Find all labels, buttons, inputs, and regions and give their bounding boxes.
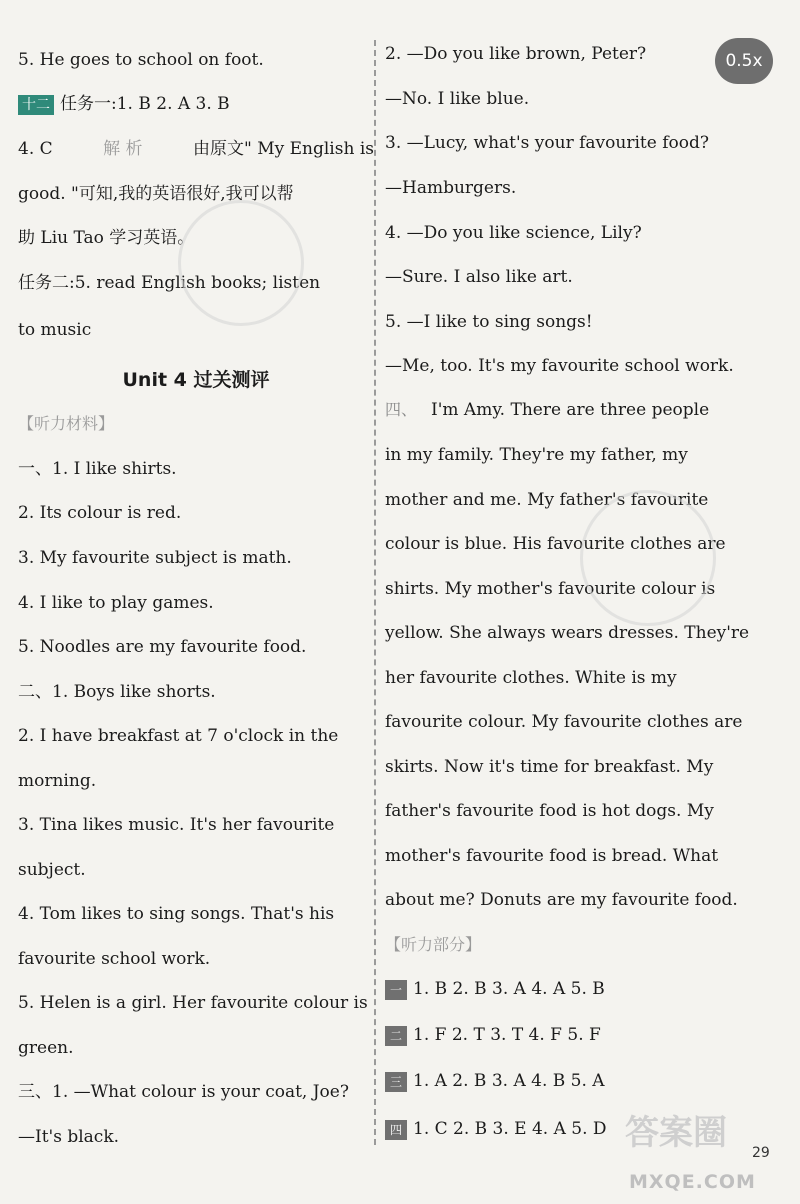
section-badge: 四: [385, 1120, 407, 1140]
column-divider: [374, 40, 376, 1145]
dialogue-line: 3. —Lucy, what's your favourite food?: [385, 133, 709, 153]
explanation-line: good. "可知,我的英语很好,我可以帮: [18, 184, 294, 204]
section-badge: 十二: [18, 95, 54, 115]
passage-line: mother and me. My father's favourite: [385, 490, 709, 510]
transcript-line: 2. I have breakfast at 7 o'clock in the: [18, 726, 339, 746]
task-one-line: [18, 92, 230, 116]
transcript-line: 5. Helen is a girl. Her favourite colour is: [18, 993, 368, 1013]
passage-line: shirts. My mother's favourite colour is: [385, 579, 716, 599]
task-one-text: 任务一:1. B 2. A 3. B: [60, 94, 230, 114]
answer-line: 5. He goes to school on foot.: [18, 50, 264, 70]
transcript-line: 3. Tina likes music. It's her favourite: [18, 815, 335, 835]
passage-line: [385, 398, 709, 422]
transcript-line: —It's black.: [18, 1127, 120, 1147]
passage-line: in my family. They're my father, my: [385, 445, 688, 465]
analysis-label: 解 析: [103, 139, 143, 159]
passage-text: I'm Amy. There are three people: [431, 400, 710, 420]
explanation-text: 由原文" My English is: [192, 139, 374, 159]
passage-line: father's favourite food is hot dogs. My: [385, 801, 714, 821]
answer-key-text: 1. A 2. B 3. A 4. B 5. A: [413, 1071, 605, 1091]
explanation-line: [18, 137, 374, 161]
transcript-line: 4. I like to play games.: [18, 593, 214, 613]
stamp-watermark-icon: [580, 490, 716, 626]
transcript-line: green.: [18, 1038, 74, 1058]
transcript-line: 2. Its colour is red.: [18, 503, 182, 523]
watermark-logo: 答案圈: [625, 1113, 727, 1153]
passage-line: mother's favourite food is bread. What: [385, 846, 719, 866]
passage-line: her favourite clothes. White is my: [385, 668, 677, 688]
answer-key-line: [385, 977, 605, 1001]
transcript-line: 二、1. Boys like shorts.: [18, 682, 216, 702]
section-title: Unit 4 过关测评: [122, 369, 270, 391]
dialogue-line: —Sure. I also like art.: [385, 267, 573, 287]
dialogue-line: 4. —Do you like science, Lily?: [385, 223, 642, 243]
transcript-line: 5. Noodles are my favourite food.: [18, 637, 307, 657]
answer-key-line: [385, 1069, 605, 1093]
stamp-watermark-icon: [178, 200, 304, 326]
dialogue-line: —Hamburgers.: [385, 178, 517, 198]
dialogue-line: —Me, too. It's my favourite school work.: [385, 356, 734, 376]
answer-key-text: 1. C 2. B 3. E 4. A 5. D: [413, 1119, 607, 1139]
transcript-line: 3. My favourite subject is math.: [18, 548, 292, 568]
transcript-line: 一、1. I like shirts.: [18, 459, 177, 479]
passage-line: skirts. Now it's time for breakfast. My: [385, 757, 714, 777]
passage-line: about me? Donuts are my favourite food.: [385, 890, 738, 910]
section-badge: 三: [385, 1072, 407, 1092]
section-badge: 二: [385, 1026, 407, 1046]
dialogue-line: 5. —I like to sing songs!: [385, 312, 593, 332]
section-badge: 一: [385, 980, 407, 1000]
task-two-line: 任务二:5. read English books; listen: [18, 273, 321, 293]
explanation-line: 助 Liu Tao 学习英语。: [18, 228, 195, 248]
answer-number: 4. C: [18, 139, 53, 159]
transcript-line: 三、1. —What colour is your coat, Joe?: [18, 1082, 349, 1102]
listening-material-title: 【听力材料】: [18, 414, 115, 433]
dialogue-line: 2. —Do you like brown, Peter?: [385, 44, 647, 64]
section-badge: 四、: [385, 400, 418, 419]
answer-key-line: [385, 1023, 601, 1047]
listening-part-title: 【听力部分】: [385, 935, 482, 954]
answer-key-text: 1. B 2. B 3. A 4. A 5. B: [413, 979, 605, 999]
task-two-line: to music: [18, 320, 92, 340]
page-number: 29: [752, 1145, 770, 1161]
dialogue-line: —No. I like blue.: [385, 89, 530, 109]
passage-line: yellow. She always wears dresses. They're: [385, 623, 750, 643]
transcript-line: 4. Tom likes to sing songs. That's his: [18, 904, 335, 924]
transcript-line: morning.: [18, 771, 97, 791]
transcript-line: subject.: [18, 860, 86, 880]
answer-key-text: 1. F 2. T 3. T 4. F 5. F: [413, 1025, 601, 1045]
playback-speed-button[interactable]: 0.5x: [715, 38, 773, 84]
transcript-line: favourite school work.: [18, 949, 211, 969]
passage-line: colour is blue. His favourite clothes are: [385, 534, 726, 554]
watermark-url: MXQE.COM: [629, 1171, 756, 1193]
answer-key-line: [385, 1117, 607, 1141]
passage-line: favourite colour. My favourite clothes are: [385, 712, 743, 732]
